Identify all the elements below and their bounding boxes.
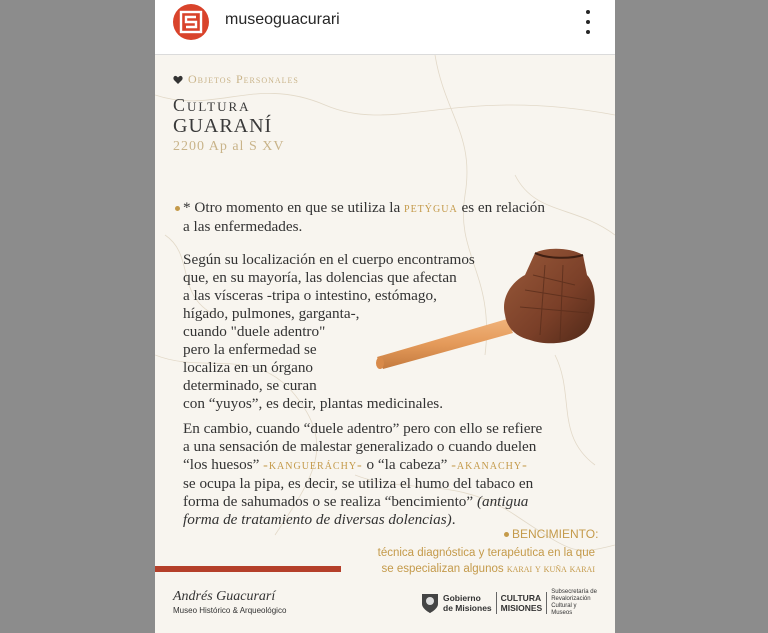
museum-logo-icon[interactable] [173,4,209,40]
highlight-akanachy: -akanachy- [451,458,528,473]
bullet-dot [504,532,509,537]
bencimiento-title: BENCIMIENTO: [504,527,598,541]
paragraph-3: En cambio, cuando “duele adentro” pero con ello se refiere a una sensación de malestar generalizado o cuando duelen “los huesos” -kangueráchy- o “la cabeza” -akanachy- se ocupa la pipa, es decir, se utiliza el humo del tabaco en forma de sahumados o se realiza “bencimiento” (antigua forma de tratamiento de diversas dolencias). [183,420,543,528]
post-image [155,55,615,633]
paragraph-2: Según su localización en el cuerpo encontramos que, en su mayoría, las dolencias que afectan a las vísceras -tripa o intestino, estómago, hígado, pulmones, garganta-, cuando "duele adentro" pero la enfermedad se localiza en un órgano determinado, se curan con “yuyos”, es decir, plantas medicinales. [183,251,475,412]
heart-icon [173,75,183,85]
post-header [155,0,615,55]
paragraph-1: * Otro momento en que se utiliza la petýgua es en relación a las enfermedades. [183,199,545,235]
highlight-kanguerachy: -kangueráchy- [263,458,363,473]
cultura-misiones-label: CULTURA MISIONES [500,593,543,613]
category-label [173,72,299,87]
culture-title-line1: Cultura [173,95,251,115]
crest-icon [421,592,439,614]
bullet-dot [175,206,180,211]
government-logos [421,589,597,617]
gobierno-misiones-label: Gobierno de Misiones [443,593,492,613]
bencimiento-description: técnica diagnóstica y terapéutica en la que se especializan algunos karai y kuña karai [377,547,595,575]
more-options-icon[interactable] [581,10,595,34]
period-label: 2200 Ap al S XV [173,139,285,154]
account-username[interactable]: museoguacurari [225,11,340,28]
highlight-petygua: petýgua [404,201,458,216]
museum-signature-logo: Andrés Guacurarí Museo Histórico & Arqueológico [173,589,287,615]
pipe-artifact-image [375,245,595,370]
category-text: Objetos Personales [188,72,299,86]
accent-bar [155,566,341,572]
subsecretaria-label: Subsecretaría de Revalorización Cultural y Museos [551,589,597,616]
culture-title-line2: GUARANÍ [173,115,273,137]
instagram-post [155,0,615,633]
